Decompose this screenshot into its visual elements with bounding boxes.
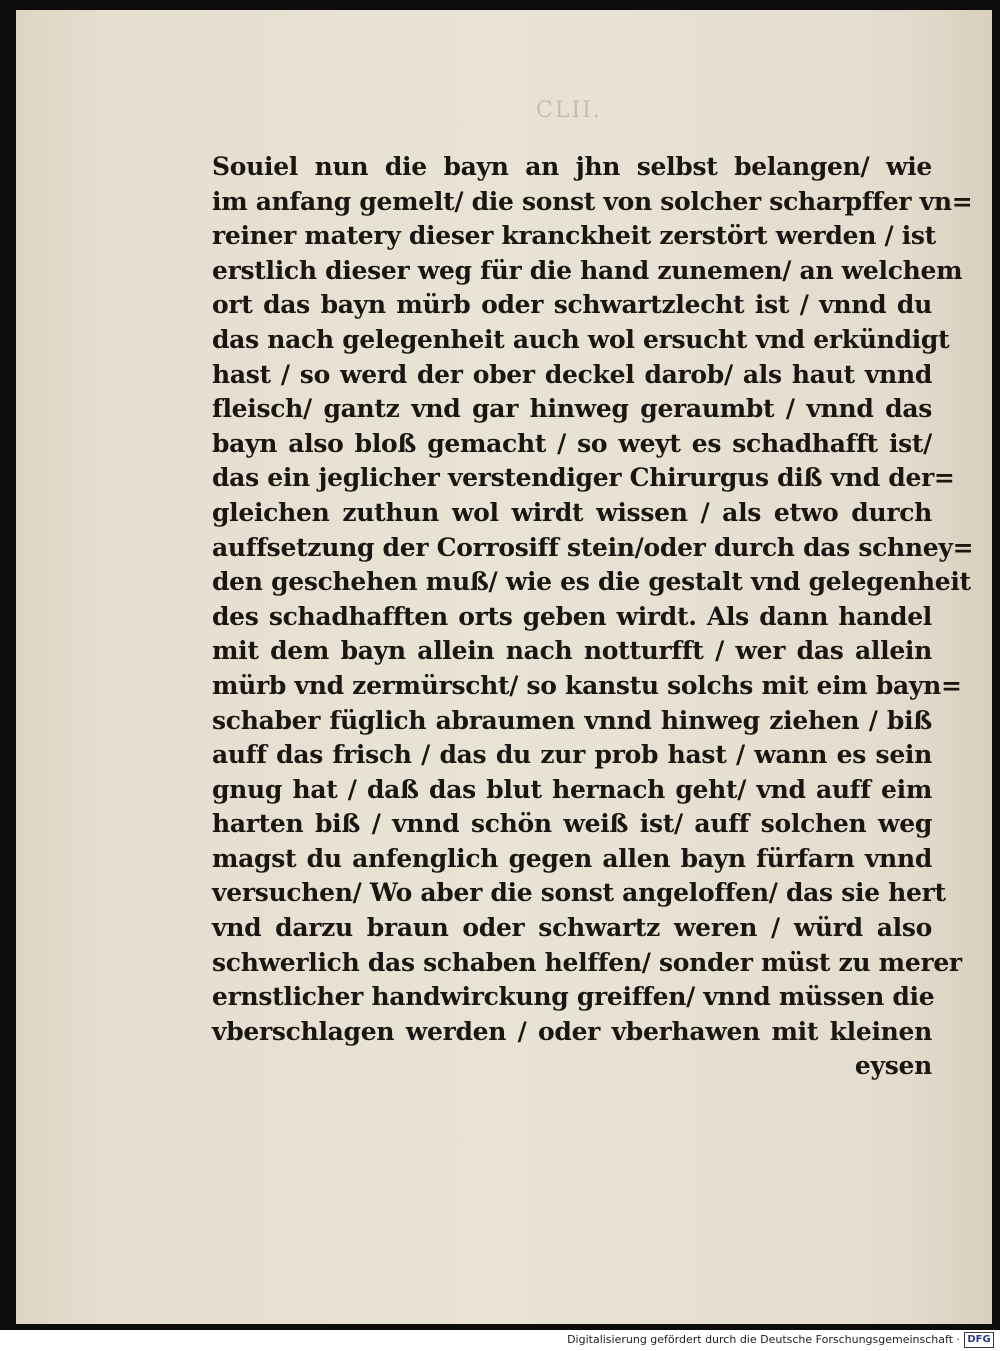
text-line: des schadhafften orts geben wirdt. Als dann handel: [212, 601, 932, 631]
text-line: das ein jeglicher verstendiger Chirurgus diß vnd der=: [212, 463, 955, 493]
text-line: vberschlagen werden / oder vberhawen mit kleinen: [212, 1016, 932, 1046]
text-line: Souiel nun die bayn an jhn selbst belangen/ wie: [212, 152, 932, 181]
catchword: eysen: [854, 1051, 932, 1081]
text-line: ernstlicher handwirckung greiffen/ vnnd müssen die: [212, 982, 935, 1012]
text-line: vnd darzu braun oder schwartz weren / würd also: [212, 913, 932, 943]
text-line: bayn also bloß gemacht / so weyt es schadhafft ist/: [212, 428, 932, 458]
text-line: magst du anfenglich gegen allen bayn fürfarn vnnd: [212, 843, 932, 873]
text-line: das nach gelegenheit auch wol ersucht vnd erkündigt: [212, 324, 950, 354]
text-line: im anfang gemelt/ die sonst von solcher scharpffer vn=: [212, 186, 973, 216]
dfg-logo-icon[interactable]: DFG: [964, 1332, 994, 1348]
footer-bar: [0, 1330, 1000, 1351]
book-page: [16, 10, 992, 1324]
text-line: schaber füglich abraumen vnnd hinweg ziehen / biß: [212, 705, 932, 735]
text-line: versuchen/ Wo aber die sonst angeloffen/ das sie hert: [212, 878, 946, 908]
funding-credit: Digitalisierung gefördert durch die Deutsche Forschungsgemeinschaft ·: [567, 1333, 960, 1346]
text-line: fleisch/ gantz vnd gar hinweg geraumbt / vnnd das: [212, 394, 932, 424]
text-line: auff das frisch / das du zur prob hast / wann es sein: [212, 740, 932, 770]
text-line: mürb vnd zermürscht/ so kanstu solchs mit eim bayn=: [212, 670, 962, 700]
text-line: mit dem bayn allein nach notturfft / wer das allein: [212, 636, 932, 666]
text-line: gleichen zuthun wol wirdt wissen / als etwo durch: [212, 497, 932, 527]
text-line: hast / so werd der ober deckel darob/ als haut vnnd: [212, 359, 932, 389]
text-line: erstlich dieser weg für die hand zunemen/ an welchem: [212, 255, 963, 285]
text-line: schwerlich das schaben helffen/ sonder müst zu merer: [212, 947, 962, 977]
text-line: auffsetzung der Corrosiff stein/oder durch das schney=: [212, 532, 974, 562]
text-line: harten biß / vnnd schön weiß ist/ auff solchen weg: [212, 809, 932, 839]
text-line: den geschehen muß/ wie es die gestalt vnd gelegenheit: [212, 567, 971, 597]
text-line: reiner matery dieser kranckheit zerstört werden / ist: [212, 221, 936, 251]
text-line: gnug hat / daß das blut hernach geht/ vnd auff eim: [212, 774, 932, 804]
text-block: [212, 150, 974, 1084]
page-number: CLII.: [536, 98, 602, 123]
text-line: ort das bayn mürb oder schwartzlecht ist / vnnd du: [212, 290, 932, 320]
